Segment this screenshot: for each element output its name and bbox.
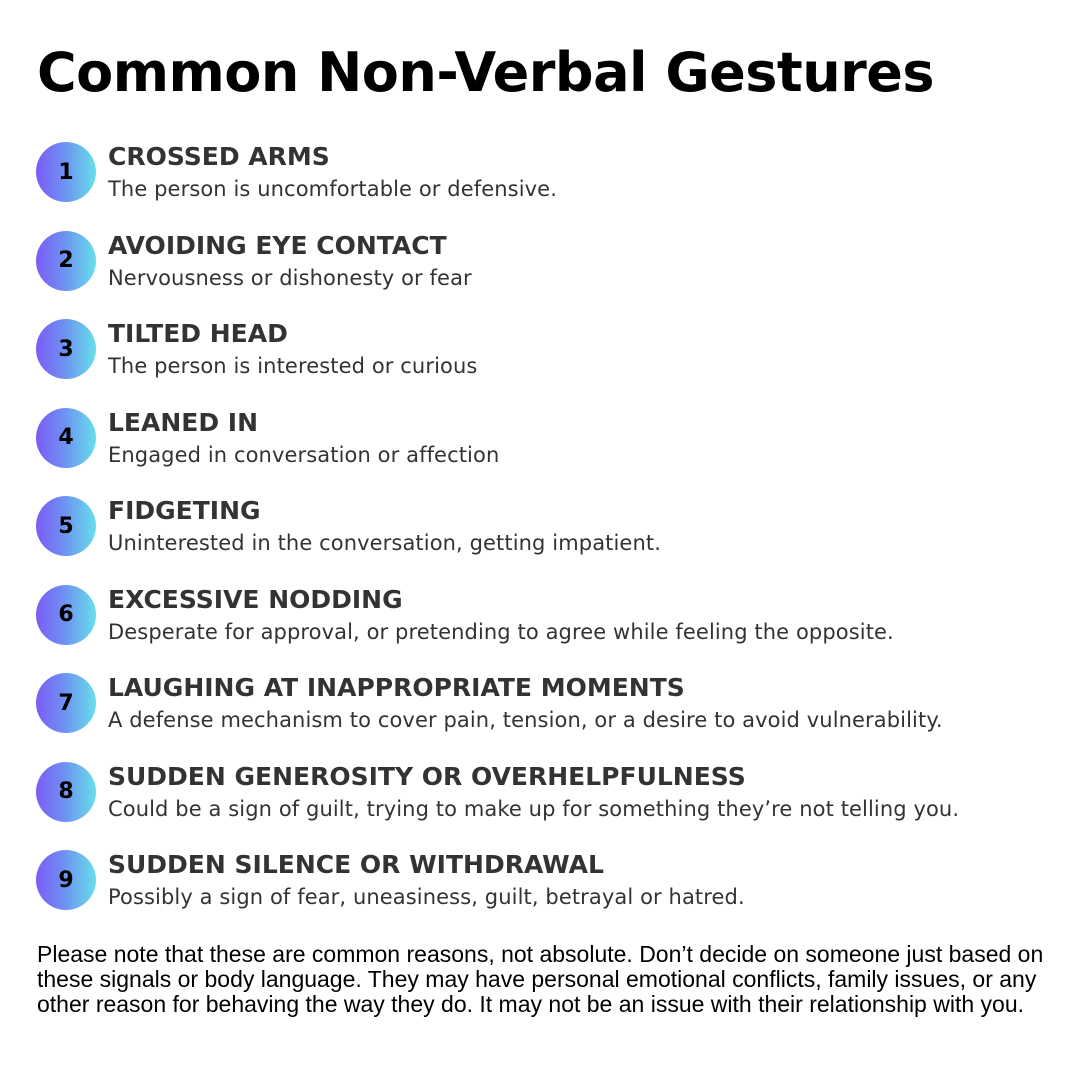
list-item (36, 761, 1056, 850)
list-item (36, 495, 1056, 584)
item-heading: LAUGHING AT INAPPROPRIATE MOMENTS (108, 673, 685, 702)
list-item (36, 230, 1056, 319)
disclaimer-note: Please note that these are common reasons, not absolute. Don’t decide on someone just based on these signals or body language. They may have personal emotional conflicts, family issues, or any other reason for behaving the way they do. It may not be an issue with their relationship with you. (37, 941, 1044, 1017)
list-item (36, 584, 1056, 673)
badge-number: 2 (58, 248, 74, 273)
number-badge (36, 142, 96, 202)
badge-number: 5 (58, 513, 74, 539)
item-heading: LEANED IN (108, 407, 259, 437)
number-badge (36, 231, 96, 291)
number-badge (36, 496, 96, 556)
item-heading: FIDGETING (108, 496, 261, 525)
badge-number: 9 (58, 867, 74, 893)
item-description: Desperate for approval, or pretending to agree while feeling the opposite. (108, 619, 894, 644)
item-description: The person is uncomfortable or defensive. (108, 177, 557, 201)
badge-number: 4 (58, 425, 74, 450)
number-badge (36, 762, 96, 822)
list-item (36, 407, 1056, 496)
badge-number: 3 (58, 336, 74, 362)
item-heading: AVOIDING EYE CONTACT (108, 230, 447, 260)
number-badge (36, 408, 96, 468)
gesture-list (36, 141, 1056, 938)
badge-number: 1 (58, 159, 74, 185)
item-description: Engaged in conversation or affection (108, 442, 500, 467)
badge-number: 6 (58, 602, 74, 627)
number-badge (36, 585, 96, 645)
item-heading: SUDDEN SILENCE OR WITHDRAWAL (108, 850, 604, 879)
number-badge (36, 850, 96, 910)
item-heading: EXCESSIVE NODDING (108, 584, 403, 614)
list-item (36, 672, 1056, 761)
page-title: Common Non-Verbal Gestures (37, 41, 935, 104)
list-item (36, 849, 1056, 938)
item-description: Nervousness or dishonesty or fear (108, 265, 472, 290)
number-badge (36, 673, 96, 733)
list-item (36, 318, 1056, 407)
badge-number: 7 (58, 690, 74, 716)
item-description: A defense mechanism to cover pain, tension, or a desire to avoid vulnerability. (108, 708, 943, 732)
list-item (36, 141, 1056, 230)
item-heading: TILTED HEAD (108, 319, 288, 348)
item-description: Possibly a sign of fear, uneasiness, guilt, betrayal or hatred. (108, 885, 745, 909)
item-heading: CROSSED ARMS (108, 142, 330, 171)
item-description: Uninterested in the conversation, getting impatient. (108, 531, 661, 555)
item-description: Could be a sign of guilt, trying to make up for something they’re not telling you. (108, 796, 960, 821)
badge-number: 8 (58, 779, 74, 804)
item-heading: SUDDEN GENEROSITY OR OVERHELPFULNESS (108, 761, 746, 791)
item-description: The person is interested or curious (108, 354, 478, 378)
number-badge (36, 319, 96, 379)
